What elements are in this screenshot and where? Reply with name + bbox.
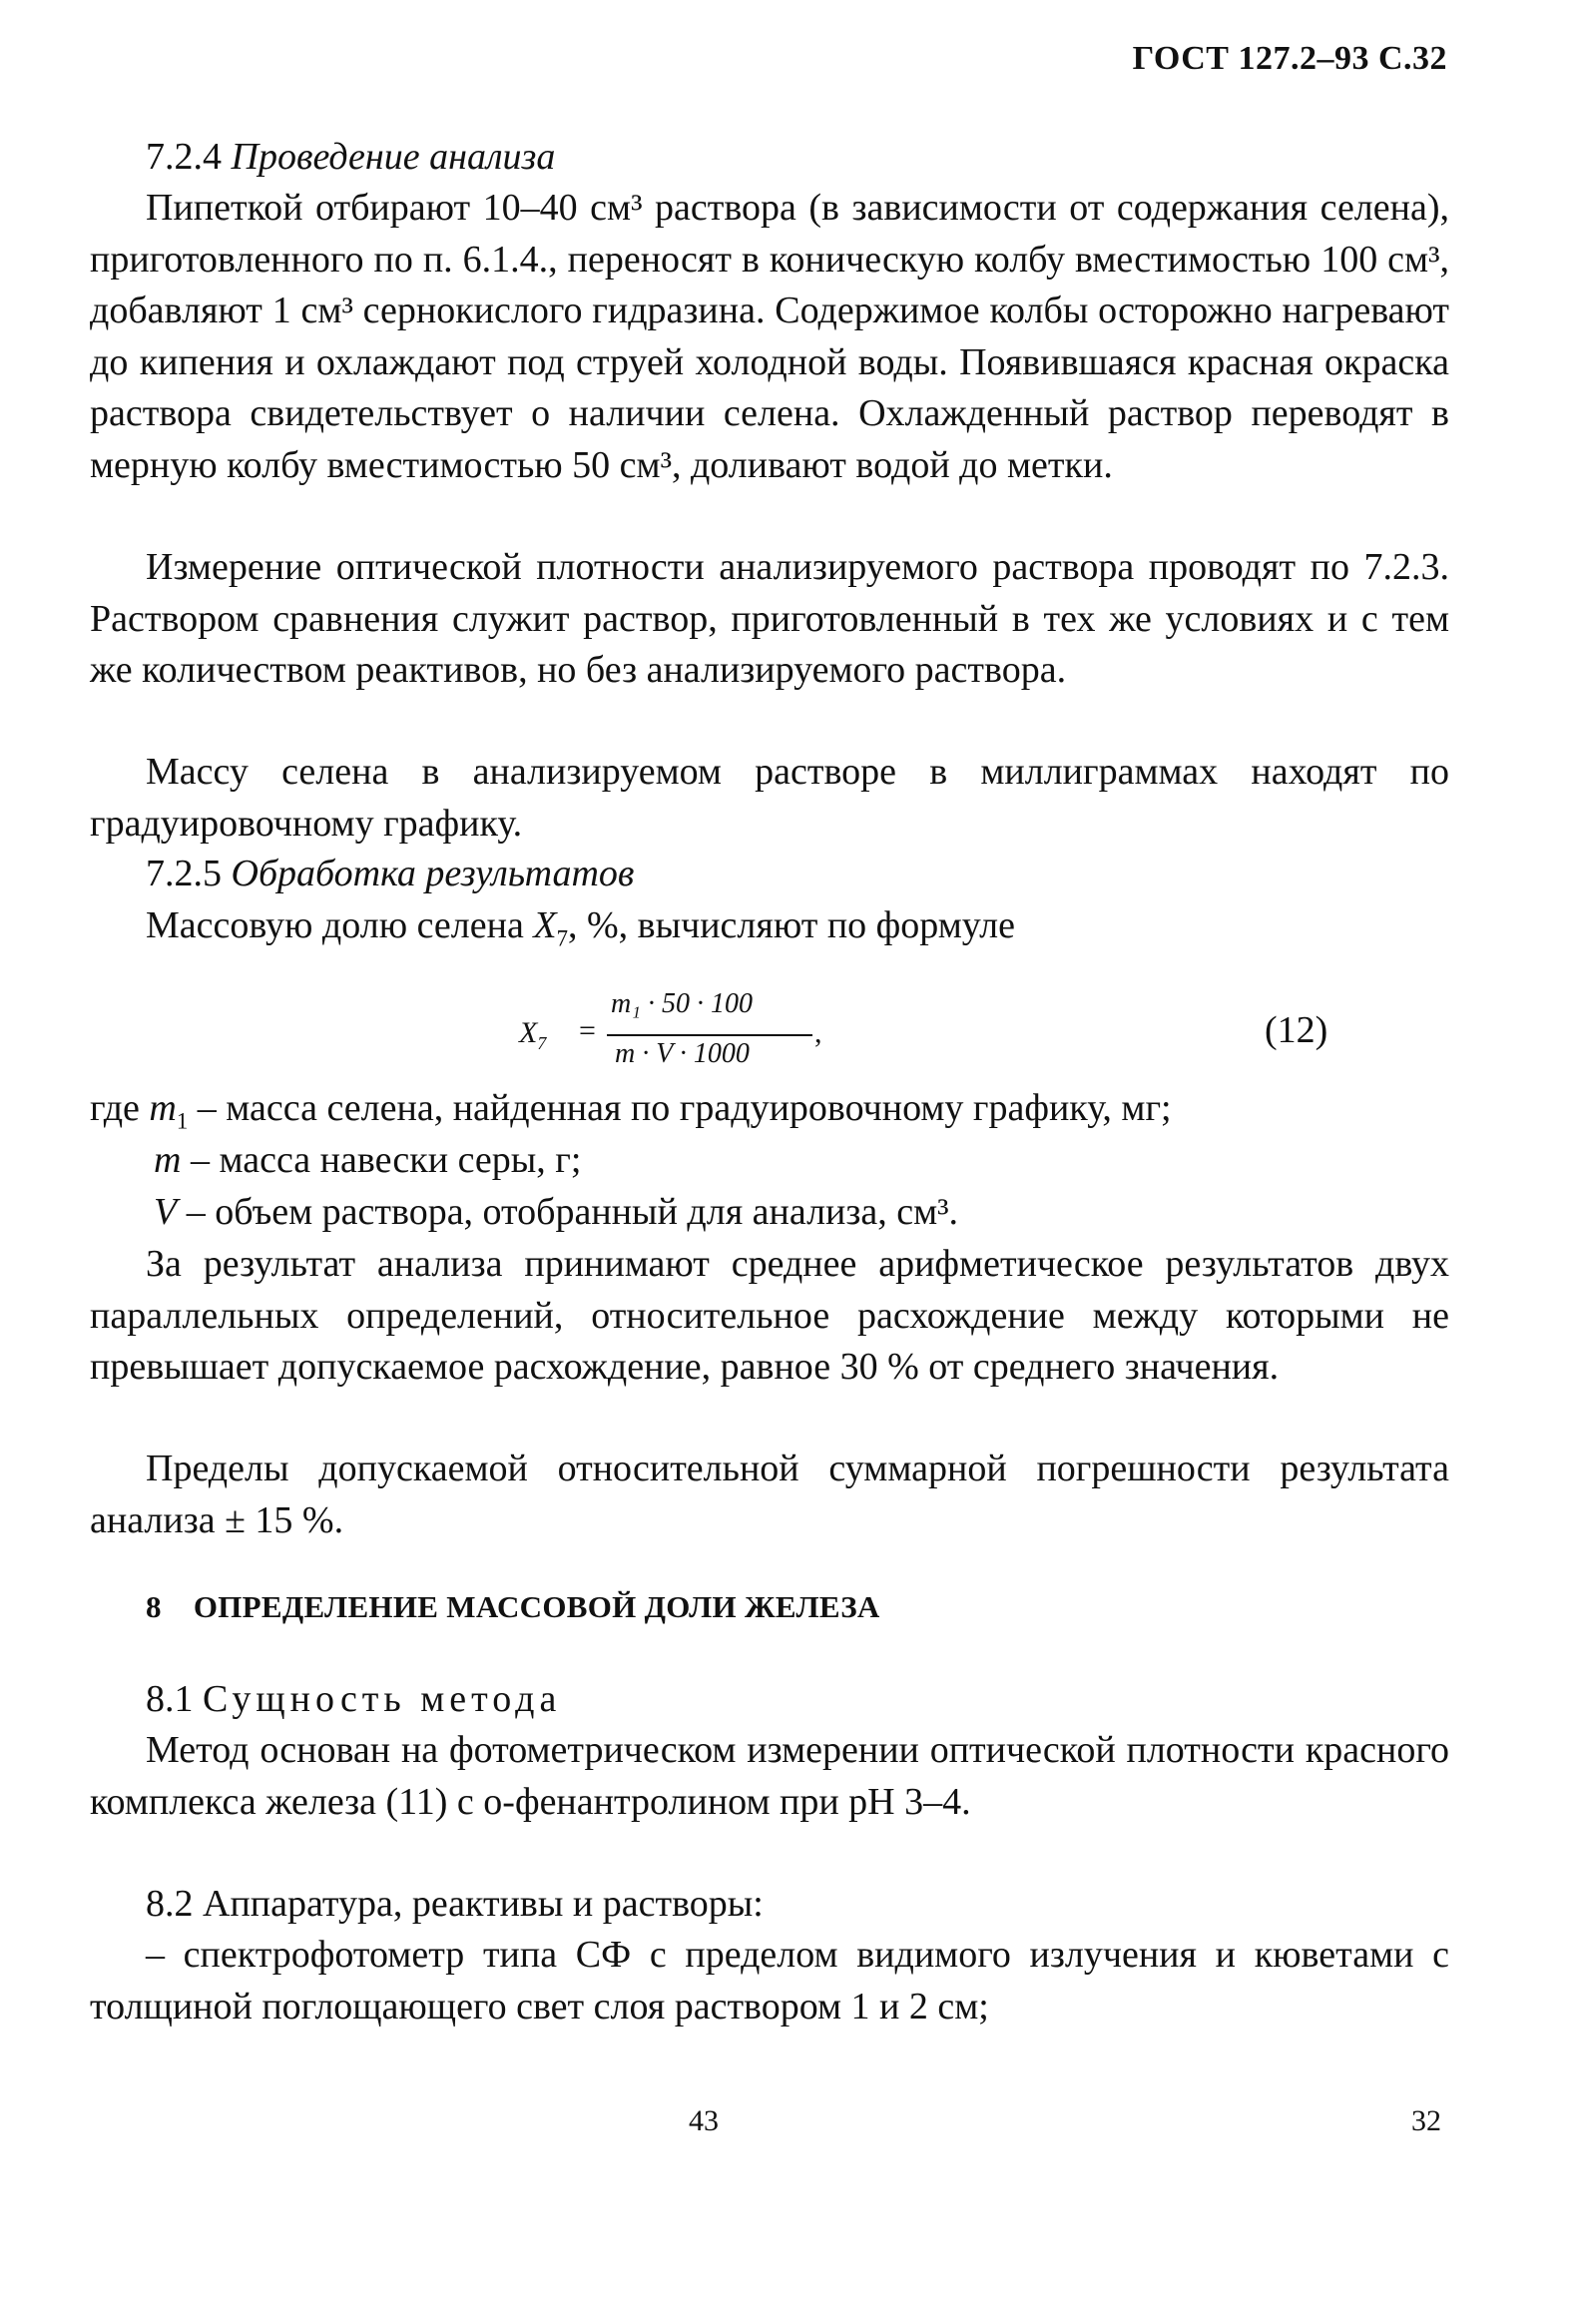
- equation-number: (12): [1265, 1009, 1328, 1051]
- section-8-1-heading: 8.1 Сущность метода: [146, 1678, 562, 1720]
- page-number-right: 32: [1411, 2104, 1441, 2137]
- section-title: Проведение анализа: [231, 136, 556, 178]
- formula-equals: =: [579, 1014, 596, 1047]
- paragraph-selenium-mass: Массу селена в анализируемом растворе в миллиграммах находят по градуировочному графику.: [90, 751, 1449, 845]
- section-title: Сущность метода: [203, 1678, 562, 1720]
- formula-12: [519, 988, 918, 1078]
- paragraph-error-limits: Пределы допускаемой относительной суммарной погрешности результата анализа ± 15 %.: [90, 1448, 1449, 1541]
- paragraph-optical-density: Измерение оптической плотности анализируемого раствора проводят по 7.2.3. Раствором сравнения служит раствор, приготовленный в тех же условиях и с тем же количеством реактивов, но без анализируемого раствора.: [90, 546, 1449, 691]
- formula-lhs: $X_7$: [519, 1016, 547, 1053]
- where-line-m1: где $m_1$ – масса селена, найденная по градуировочному графику, мг;: [90, 1087, 1172, 1134]
- formula-denominator: m · V · 1000: [615, 1038, 750, 1069]
- paragraph-spectrophotometer: – спектрофотометр типа СФ с пределом видимого излучения и кюветами с толщиной поглощающего свет слоя раствором 1 и 2 см;: [90, 1934, 1449, 2028]
- where-line-v: V – объем раствора, отобранный для анализа, см³.: [154, 1191, 959, 1233]
- section-7-2-4-heading: [90, 132, 1449, 184]
- section-number: 7.2.5: [146, 853, 232, 894]
- section-number: 8: [146, 1589, 162, 1624]
- section-number: 7.2.4: [146, 136, 232, 178]
- where-line-m: m – масса навески серы, г;: [154, 1139, 582, 1181]
- page-header: ГОСТ 127.2–93 С.32: [1132, 40, 1447, 77]
- formula-comma: ,: [814, 1016, 822, 1049]
- paragraph-method-principle: Метод основан на фотометрическом измерении оптической плотности красного комплекса железа (11) с о-фенантролином при рН 3–4.: [90, 1729, 1449, 1823]
- section-7-2-5-heading: [90, 849, 1449, 900]
- section-title: Обработка результатов: [231, 853, 635, 894]
- paragraph-formula-intro: Массовую долю селена $X_7$, %, вычисляют по формуле: [146, 904, 1015, 951]
- section-8-heading: [146, 1589, 880, 1625]
- section-8-2-heading: 8.2 Аппаратура, реактивы и растворы:: [146, 1883, 764, 1925]
- section-title: ОПРЕДЕЛЕНИЕ МАССОВОЙ ДОЛИ ЖЕЛЕЗА: [193, 1589, 880, 1624]
- formula-numerator: m₁ · 50 · 100: [611, 988, 753, 1019]
- paragraph-analysis-procedure: Пипеткой отбирают 10–40 см³ раствора (в зависимости от содержания селена), приготовленного по п. 6.1.4., переносят в коническую колбу вместимостью 100 см³, добавляют 1 см³ сернокислого гидразина. Содержимое колбы осторожно нагревают до кипения и охлаждают под струей холодной воды. Появившаяся красная окраска раствора свидетельствует о наличии селена. Охлажденный раствор переводят в мерную колбу вместимостью 50 см³, доливают водой до метки.: [90, 187, 1449, 486]
- paragraph-result-mean: За результат анализа принимают среднее арифметическое результатов двух параллельных определений, относительное расхождение между которыми не превышает допускаемое расхождение, равное 30 % от среднего значения.: [90, 1243, 1449, 1388]
- fraction-bar: [607, 1034, 812, 1036]
- page-number-left: 43: [689, 2104, 719, 2137]
